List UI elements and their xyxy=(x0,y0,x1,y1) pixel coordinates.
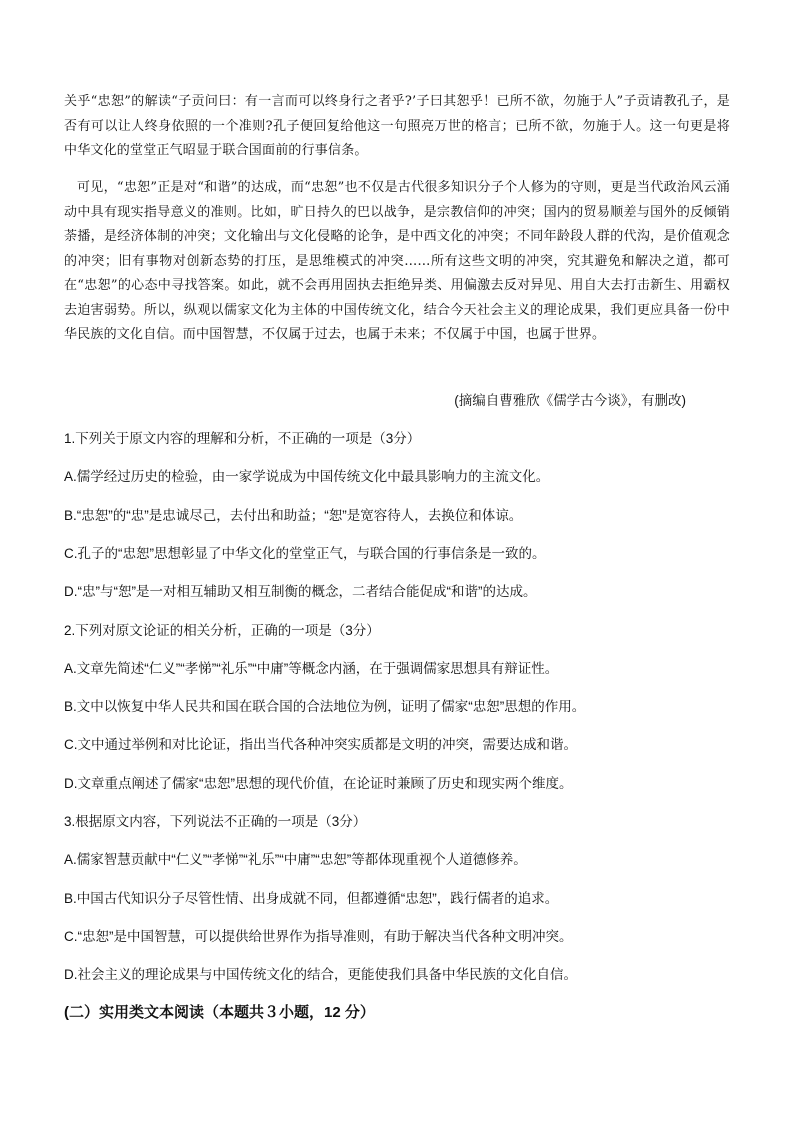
question-2-option-d: D.文章重点阐述了儒家“忠恕”思想的现代价值，在论证时兼顾了历史和现实两个维度。 xyxy=(64,776,573,791)
question-1-option-d: D.“忠”与“恕”是一对相互辅助又相互制衡的概念，二者结合能促成“和谐”的达成。 xyxy=(64,584,537,599)
passage-paragraph-1: 关乎“忠恕”的解读“子贡问曰：有一言而可以终身行之者乎?’子曰其恕乎！已所不欲，勿施于人”子贡请教孔子，是否有可以让人终身依照的一个准则?孔子便回复给他这一句照亮万世的格言；已所不欲，勿施于人。这一句更是将中华文化的堂堂正气昭显于联合国面前的行事信条。 xyxy=(64,94,730,158)
question-3-stem: 3.根据原文内容，下列说法不正确的一项是（3分） xyxy=(64,814,367,829)
passage-source-citation: (摘编自曹雅欣《儒学古今谈》，有删改) xyxy=(454,393,686,408)
question-2-option-c: C.文中通过举例和对比论证，指出当代各种冲突实质都是文明的冲突，需要达成和谐。 xyxy=(64,737,577,752)
question-3-option-b: B.中国古代知识分子尽管性情、出身成就不同，但都遵循“忠恕”，践行儒者的追求。 xyxy=(64,891,559,906)
section-heading: (二）实用类文本阅读（本题共３小题，12 分） xyxy=(64,1004,375,1021)
question-1-option-a: A.儒学经过历史的检验，由一家学说成为中国传统文化中最具影响力的主流文化。 xyxy=(64,469,550,484)
question-3-option-a: A.儒家智慧贡献中“仁义”“孝悌”“礼乐”“中庸”“忠恕”等都体现重视个人道德修养。 xyxy=(64,852,527,867)
question-1-stem: 1.下列关于原文内容的理解和分析，不正确的一项是（3分） xyxy=(64,431,421,446)
question-1-option-c: C.孔子的“忠恕”思想彰显了中华文化的堂堂正气，与联合国的行事信条是一致的。 xyxy=(64,546,546,561)
passage-paragraph-2: 可见，“忠恕”正是对“和谐”的达成，而“忠恕”也不仅是古代很多知识分子个人修为的守则，更是当代政治风云涌动中具有现实指导意义的准则。比如，旷日持久的巴以战争，是宗教信仰的冲突；国内的贸易顺差与国外的反倾销荼播，是经济体制的冲突；文化输出与文化侵略的论争，是中西文化的冲突；不同年龄段人群的代沟，是价值观念的冲突；旧有事物对创新态势的打压，是思维模式的冲突……所有这些文明的冲突，究其避免和解决之道，都可在“忠恕”的心态中寻找答案。如此，就不会再用固执去拒绝异类、用偏激去反对异见、用自大去打击新生、用霸权去迫害弱势。所以，纵观以儒家文化为主体的中国传统文化，结合今天社会主义的理论成果，我们更应具备一份中华民族的文化自信。而中国智慧，不仅属于过去，也属于未来；不仅属于中国，也属于世界。 xyxy=(64,180,730,342)
question-2-option-a: A.文章先简述“仁义”“孝悌”“礼乐”“中庸”等概念内涵，在于强调儒家思想具有辩证性。 xyxy=(64,661,559,676)
question-2-option-b: B.文中以恢复中华人民共和国在联合国的合法地位为例，证明了儒家“忠恕”思想的作用。 xyxy=(64,699,586,714)
question-1-option-b: B.“忠恕”的“忠”是忠诚尽己，去付出和助益；“恕”是宽容待人，去换位和体谅。 xyxy=(64,508,523,523)
question-3-option-d: D.社会主义的理论成果与中国传统文化的结合，更能使我们具备中华民族的文化自信。 xyxy=(64,967,577,982)
question-3-option-c: C.“忠恕”是中国智慧，可以提供给世界作为指导准则，有助于解决当代各种文明冲突。 xyxy=(64,929,573,944)
question-2-stem: 2.下列对原文论证的相关分析，正确的一项是（3分） xyxy=(64,623,380,638)
